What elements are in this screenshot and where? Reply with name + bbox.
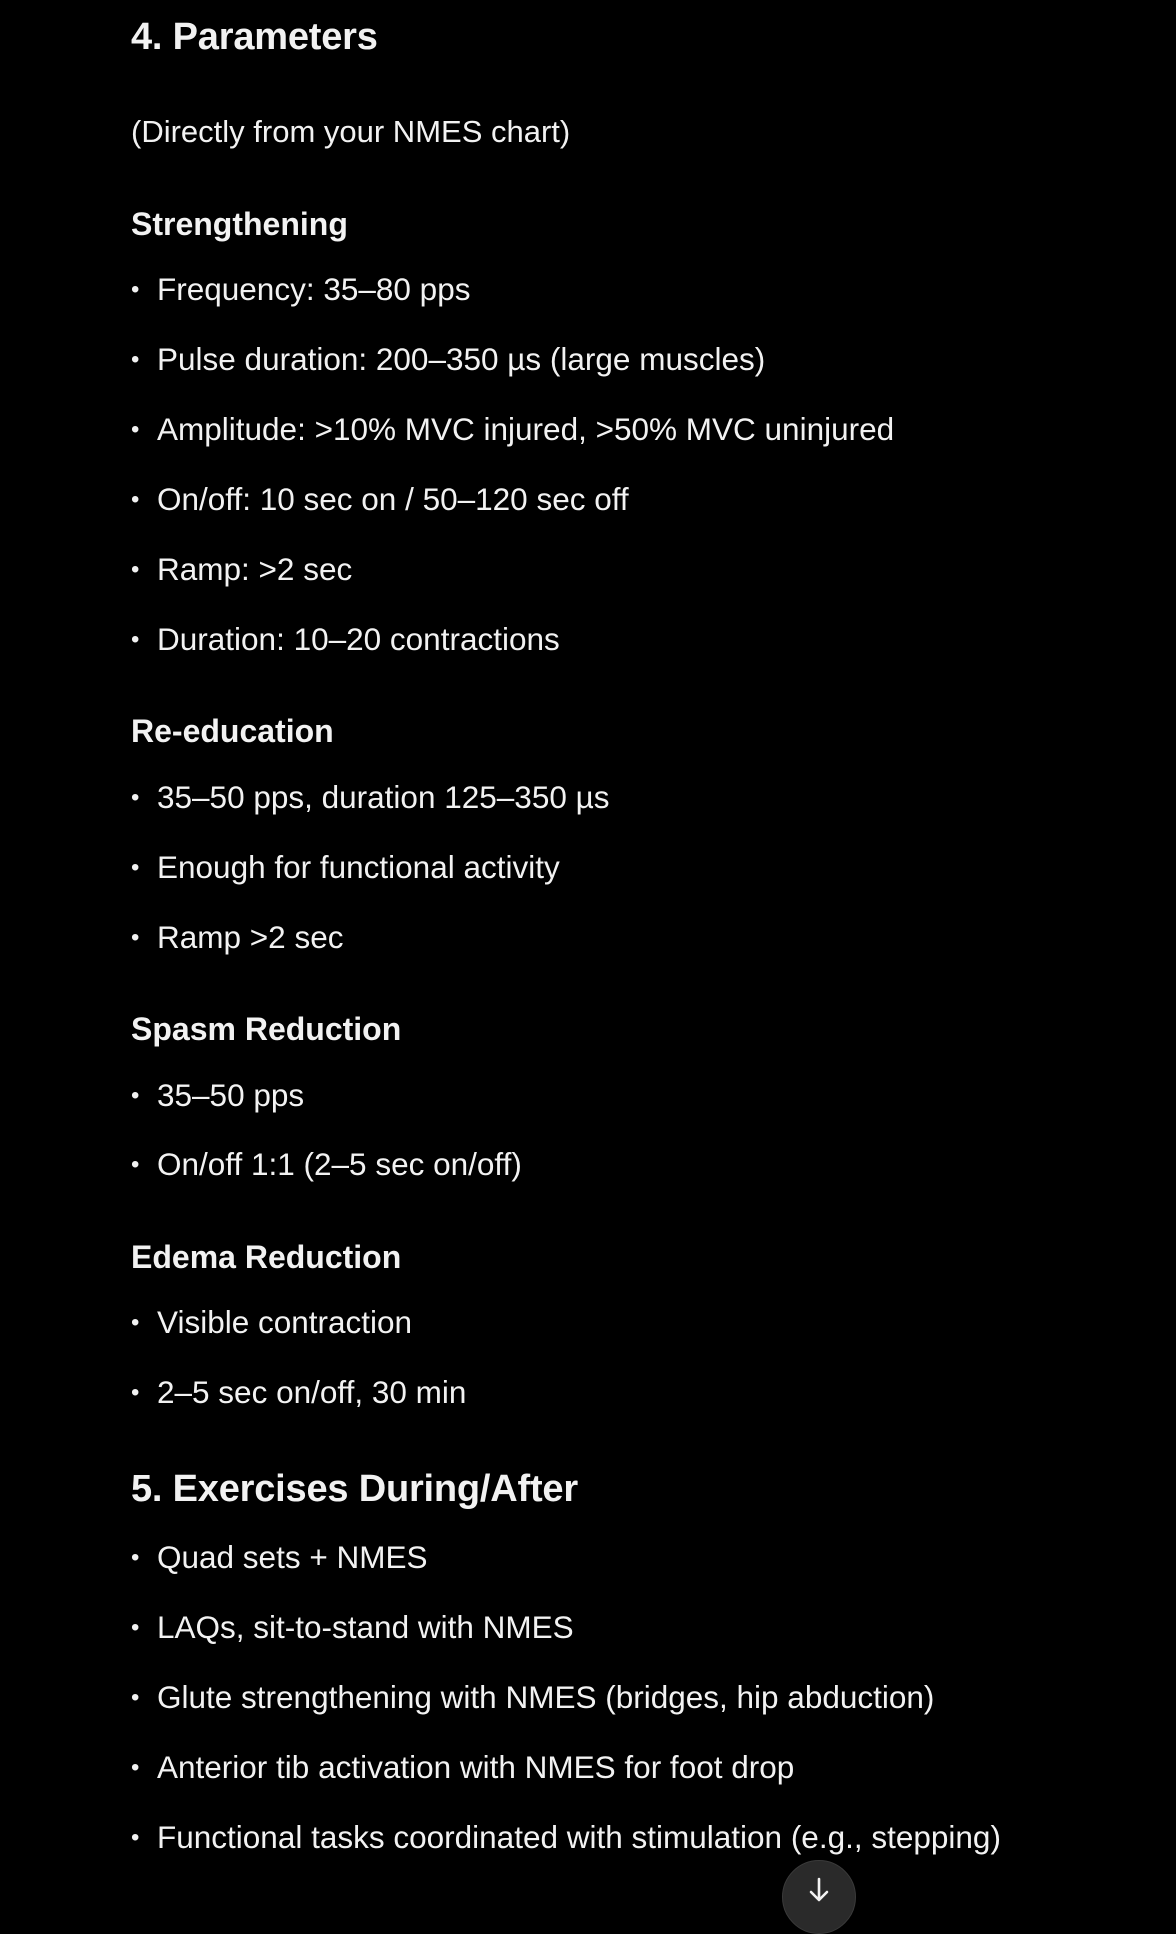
list-item: • On/off: 10 sec on / 50–120 sec off — [131, 481, 629, 517]
bullet-icon: • — [131, 1683, 140, 1711]
bullet-icon: • — [131, 555, 140, 583]
list-item: • Amplitude: >10% MVC injured, >50% MVC uninjured — [131, 411, 895, 447]
bullet-icon: • — [131, 1543, 140, 1571]
bullet-icon: • — [131, 1613, 140, 1641]
arrow-down-icon — [804, 1875, 834, 1905]
bullet-icon: • — [131, 625, 140, 653]
strengthening-heading: Strengthening — [131, 206, 348, 242]
section-5-title: 5. Exercises During/After — [131, 1468, 578, 1510]
list-item: • LAQs, sit-to-stand with NMES — [131, 1609, 574, 1645]
list-item: • 35–50 pps, duration 125–350 µs — [131, 779, 610, 815]
list-item: • Enough for functional activity — [131, 849, 560, 885]
spasm-reduction-heading: Spasm Reduction — [131, 1011, 402, 1047]
list-item: • Pulse duration: 200–350 µs (large muscles) — [131, 341, 766, 377]
section-4-note: (Directly from your NMES chart) — [131, 114, 571, 149]
list-item: • Glute strengthening with NMES (bridges, hip abduction) — [131, 1679, 935, 1715]
bullet-icon: • — [131, 1753, 140, 1781]
section-4-title: 4. Parameters — [131, 16, 378, 58]
list-item: • Ramp >2 sec — [131, 919, 344, 955]
bullet-icon: • — [131, 1150, 140, 1178]
list-item: • 35–50 pps — [131, 1077, 305, 1113]
list-item: • 2–5 sec on/off, 30 min — [131, 1374, 467, 1410]
bullet-icon: • — [131, 485, 140, 513]
list-item: • Duration: 10–20 contractions — [131, 621, 560, 657]
bullet-icon: • — [131, 1081, 140, 1109]
scroll-to-bottom-button[interactable] — [782, 1860, 856, 1934]
bullet-icon: • — [131, 783, 140, 811]
list-item: • Quad sets + NMES — [131, 1539, 428, 1575]
bullet-icon: • — [131, 1823, 140, 1851]
list-item: • Frequency: 35–80 pps — [131, 271, 471, 307]
list-item: • Visible contraction — [131, 1304, 413, 1340]
list-item: • Anterior tib activation with NMES for foot drop — [131, 1749, 795, 1785]
bullet-icon: • — [131, 923, 140, 951]
list-item: • On/off 1:1 (2–5 sec on/off) — [131, 1146, 522, 1182]
bullet-icon: • — [131, 345, 140, 373]
list-item: • Functional tasks coordinated with stimulation (e.g., stepping) — [131, 1819, 1001, 1855]
bullet-icon: • — [131, 1308, 140, 1336]
bullet-icon: • — [131, 853, 140, 881]
list-item: • Ramp: >2 sec — [131, 551, 353, 587]
bullet-icon: • — [131, 415, 140, 443]
bullet-icon: • — [131, 275, 140, 303]
edema-reduction-heading: Edema Reduction — [131, 1239, 402, 1275]
re-education-heading: Re-education — [131, 713, 334, 749]
bullet-icon: • — [131, 1378, 140, 1406]
